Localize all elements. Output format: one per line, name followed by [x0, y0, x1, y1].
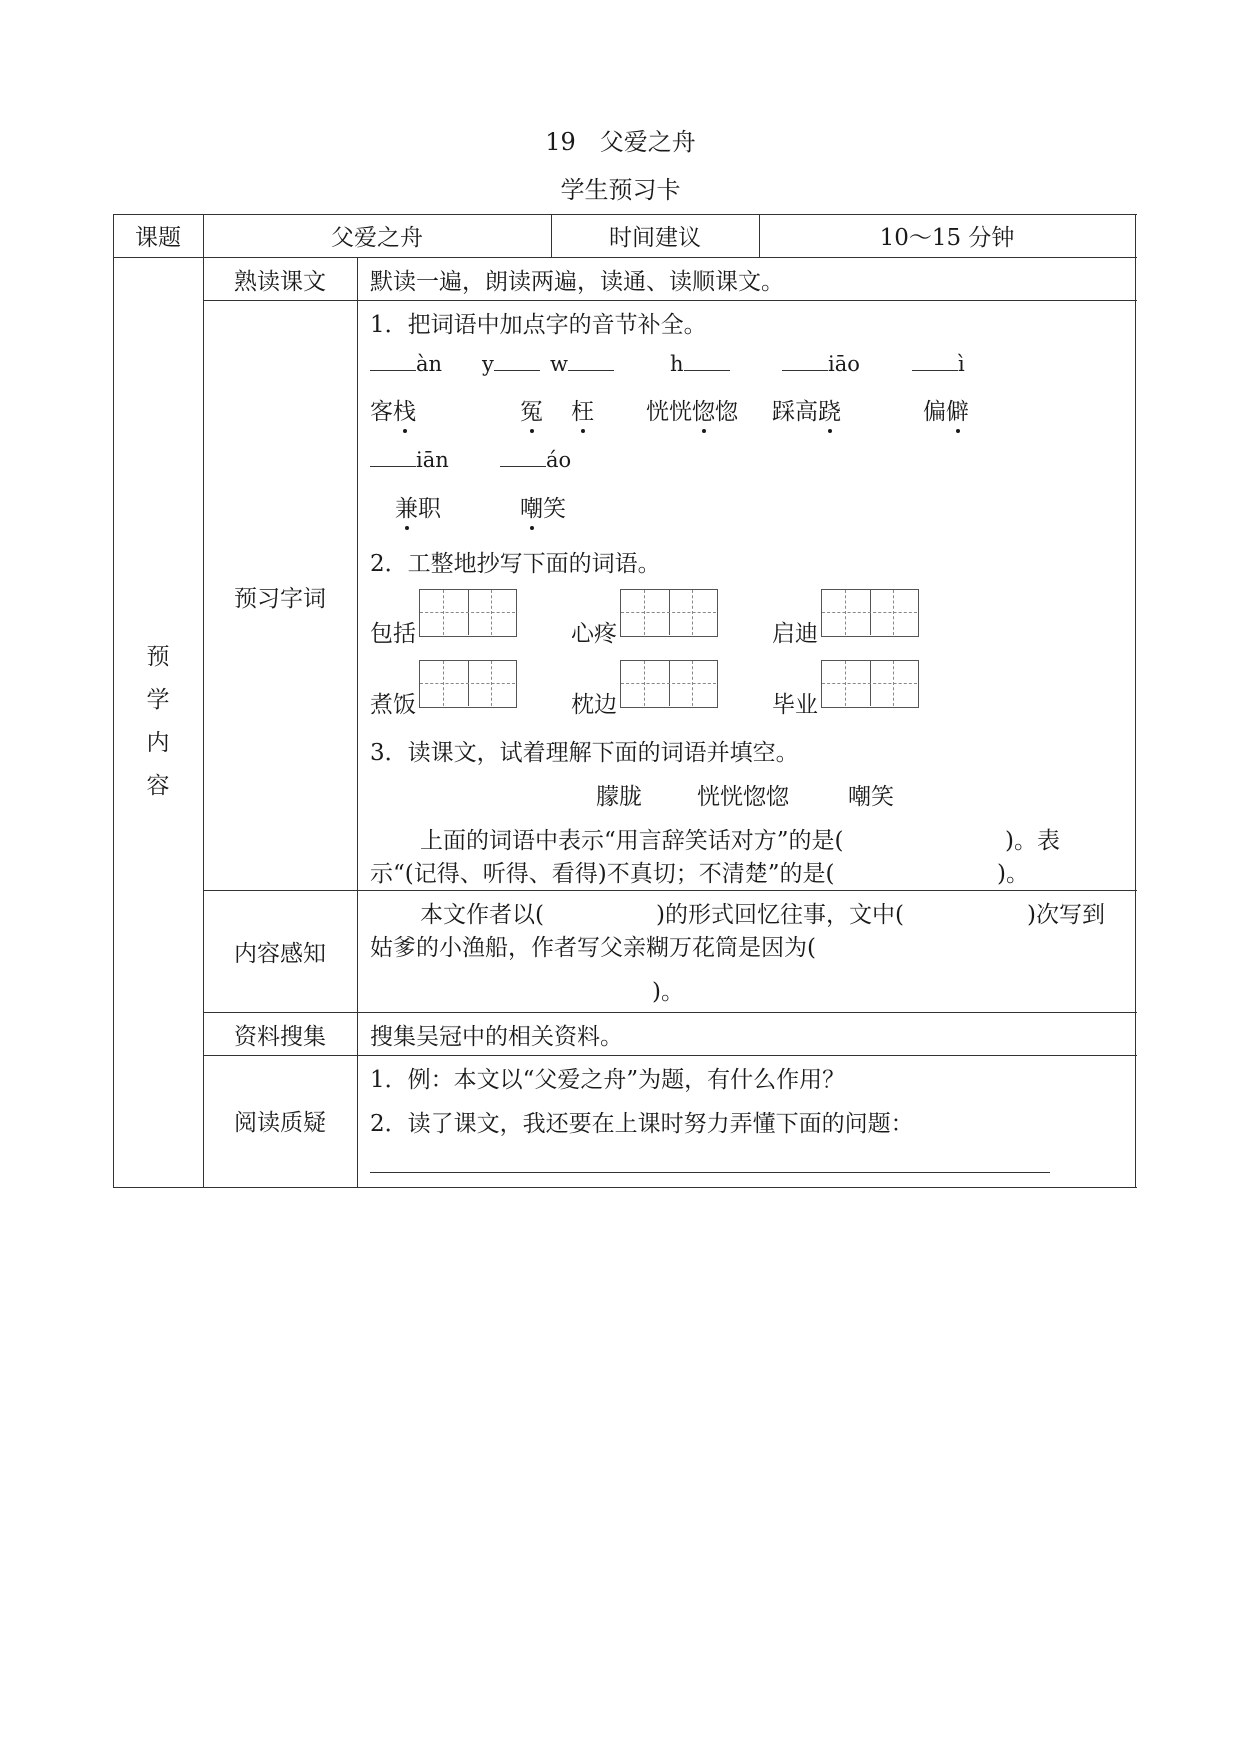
content-line-2: 姑爹的小渔船，作者写父亲糊万花筒是因为(: [370, 935, 816, 961]
copy-word-4: 煮饭: [370, 692, 416, 718]
copy-word-5: 枕边: [571, 692, 617, 718]
words-question-2: 2．工整地抄写下面的词语。: [370, 551, 661, 577]
questions-item-1: 1．例：本文以“父爱之舟”为题，有什么作用？: [370, 1067, 846, 1093]
copy-word-3: 启迪: [772, 621, 818, 647]
section-reading-label: 熟读课文: [234, 269, 326, 295]
word-yuan: 冤: [520, 393, 543, 426]
writing-grid-1[interactable]: [419, 589, 517, 637]
pinyin-blank-6[interactable]: ì: [912, 352, 965, 376]
time-label: 时间建议: [609, 225, 701, 251]
word-pianpi: 偏僻: [923, 393, 969, 426]
pinyin-blank-5[interactable]: iāo: [782, 352, 860, 376]
page-title: 19 父爱之舟: [545, 128, 696, 156]
answer-line[interactable]: [370, 1172, 1050, 1173]
card-subtitle: 学生预习卡: [560, 176, 681, 204]
word-wang: 枉: [571, 393, 594, 426]
section-questions-label: 阅读质疑: [234, 1110, 326, 1136]
words-question-1: 1．把词语中加点字的音节补全。: [370, 312, 707, 338]
words-question-3: 3．读课文，试着理解下面的词语并填空。: [370, 740, 799, 766]
writing-grid-4[interactable]: [419, 660, 517, 708]
materials-instruction: 搜集吴冠中的相关资料。: [370, 1024, 623, 1050]
word-kezhan: 客栈: [370, 393, 416, 426]
preview-content-label: 预 学 内 容: [146, 644, 170, 799]
time-value: 10～15 分钟: [879, 225, 1015, 251]
q3-word-1: 朦胧: [596, 784, 642, 810]
topic-value: 父爱之舟: [331, 225, 423, 251]
content-line-1b: )的形式回忆往事，文中(: [656, 902, 904, 928]
q3-word-3: 嘲笑: [848, 784, 894, 810]
pinyin-blank-7[interactable]: iān: [370, 448, 449, 472]
pinyin-blank-3[interactable]: w: [550, 352, 614, 376]
writing-grid-3[interactable]: [821, 589, 919, 637]
copy-word-1: 包括: [370, 621, 416, 647]
q3-sentence-2: 示“(记得、听得、看得)不真切；不清楚”的是(: [370, 861, 835, 887]
pinyin-blank-1[interactable]: àn: [370, 352, 442, 376]
q3-sentence-1-end: )。表: [1005, 828, 1060, 854]
word-jianzhi: 兼职: [395, 490, 441, 523]
writing-grid-6[interactable]: [821, 660, 919, 708]
copy-word-2: 心疼: [571, 621, 617, 647]
word-chaoxiao: 嘲笑: [520, 490, 566, 523]
q3-sentence-1: 上面的词语中表示“用言辞笑话对方”的是(: [420, 828, 844, 854]
word-huanghuanghuhu: 恍恍惚惚: [646, 393, 738, 426]
content-line-1a: 本文作者以(: [420, 902, 544, 928]
q3-sentence-2-end: )。: [997, 861, 1029, 887]
q3-word-2: 恍恍惚惚: [697, 784, 789, 810]
copy-word-6: 毕业: [772, 692, 818, 718]
section-materials-label: 资料搜集: [234, 1024, 326, 1050]
writing-grid-2[interactable]: [620, 589, 718, 637]
section-words-label: 预习字词: [234, 586, 326, 612]
word-caigaoqiao: 踩高跷: [772, 393, 841, 426]
pinyin-blank-8[interactable]: áo: [500, 448, 571, 472]
content-line-3: )。: [652, 979, 684, 1005]
pinyin-blank-2[interactable]: y: [482, 352, 540, 376]
reading-instruction: 默读一遍，朗读两遍，读通、读顺课文。: [370, 269, 784, 295]
questions-item-2: 2．读了课文，我还要在上课时努力弄懂下面的问题：: [370, 1111, 914, 1137]
section-content-label: 内容感知: [234, 941, 326, 967]
pinyin-blank-4[interactable]: h: [670, 352, 730, 376]
writing-grid-5[interactable]: [620, 660, 718, 708]
content-line-1c: )次写到: [1027, 902, 1105, 928]
topic-label: 课题: [135, 225, 181, 251]
